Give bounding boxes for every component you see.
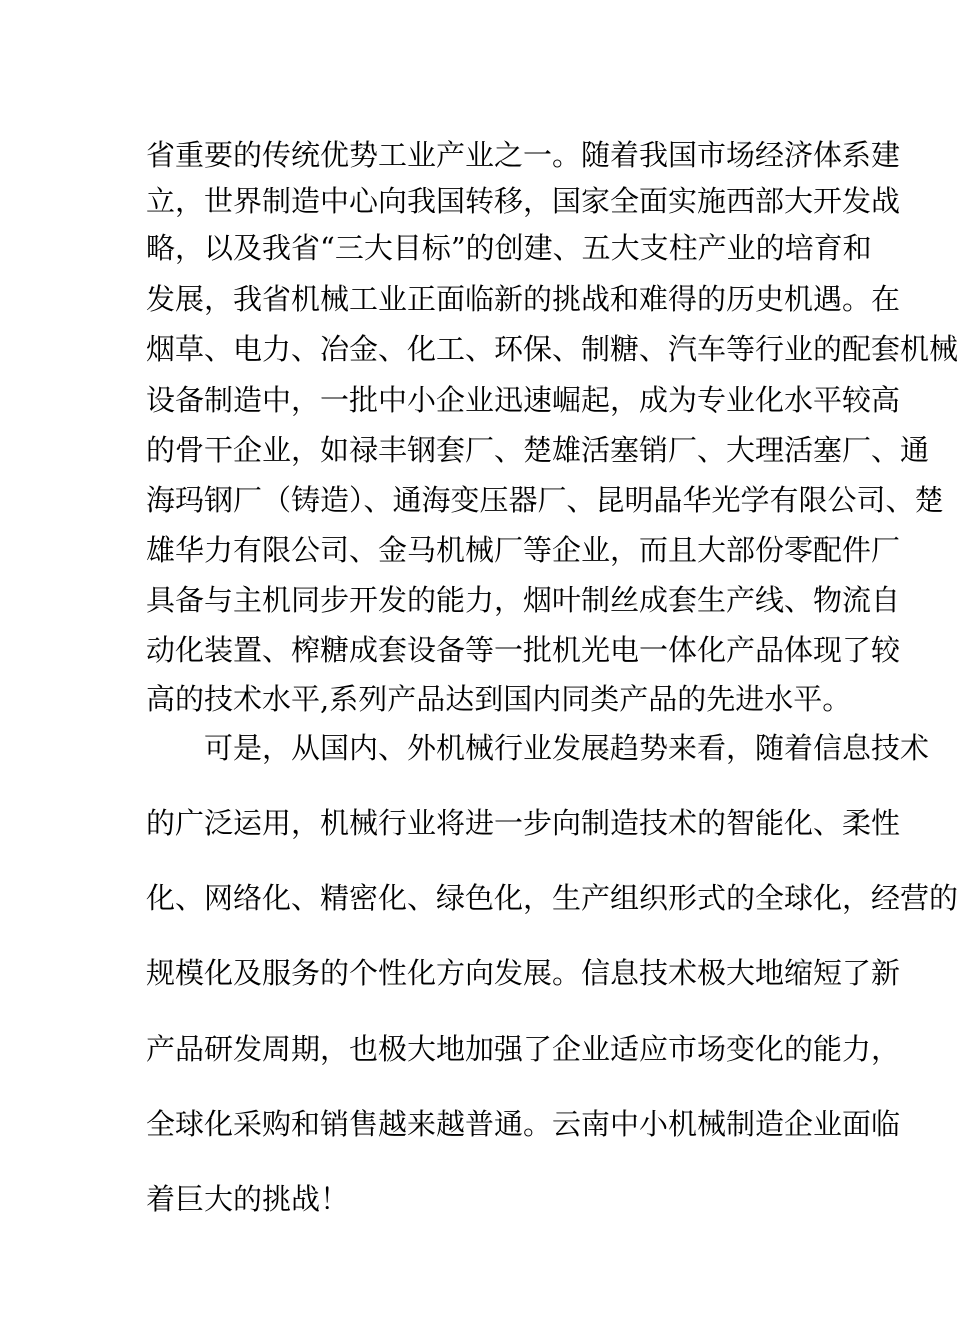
text-line: 化、网络化、精密化、绿色化，生产组织形式的全球化，经营的 [146, 881, 958, 915]
text-line: 立，世界制造中心向我国转移，国家全面实施西部大开发战 [146, 184, 901, 218]
text-line: 可是，从国内、外机械行业发展趋势来看，随着信息技术 [204, 731, 930, 765]
text-line: 的广泛运用，机械行业将进一步向制造技术的智能化、柔性 [146, 806, 901, 840]
text-line: 的骨干企业，如禄丰钢套厂、楚雄活塞销厂、大理活塞厂、通 [146, 433, 930, 467]
text-line: 雄华力有限公司、金马机械厂等企业，而且大部份零配件厂 [146, 533, 901, 567]
text-line: 设备制造中，一批中小企业迅速崛起，成为专业化水平较高 [146, 383, 901, 417]
text-line: 高的技术水平,系列产品达到国内同类产品的先进水平。 [146, 682, 852, 716]
text-line: 全球化采购和销售越来越普通。云南中小机械制造企业面临 [146, 1107, 901, 1141]
text-line: 略，以及我省“三大目标”的创建、五大支柱产业的培育和 [146, 231, 872, 265]
text-line: 发展，我省机械工业正面临新的挑战和难得的历史机遇。在 [146, 282, 901, 316]
text-line: 省重要的传统优势工业产业之一。随着我国市场经济体系建 [146, 138, 901, 172]
text-line: 产品研发周期，也极大地加强了企业适应市场变化的能力， [146, 1032, 901, 1066]
text-line: 海玛钢厂（铸造）、通海变压器厂、昆明晶华光学有限公司、楚 [146, 483, 944, 517]
text-line: 着巨大的挑战！ [146, 1182, 350, 1216]
text-line: 具备与主机同步开发的能力，烟叶制丝成套生产线、物流自 [146, 583, 901, 617]
text-line: 规模化及服务的个性化方向发展。信息技术极大地缩短了新 [146, 956, 901, 990]
text-line: 烟草、电力、冶金、化工、环保、制糖、汽车等行业的配套机械 [146, 332, 958, 366]
text-line: 动化装置、榨糖成套设备等一批机光电一体化产品体现了较 [146, 633, 901, 667]
